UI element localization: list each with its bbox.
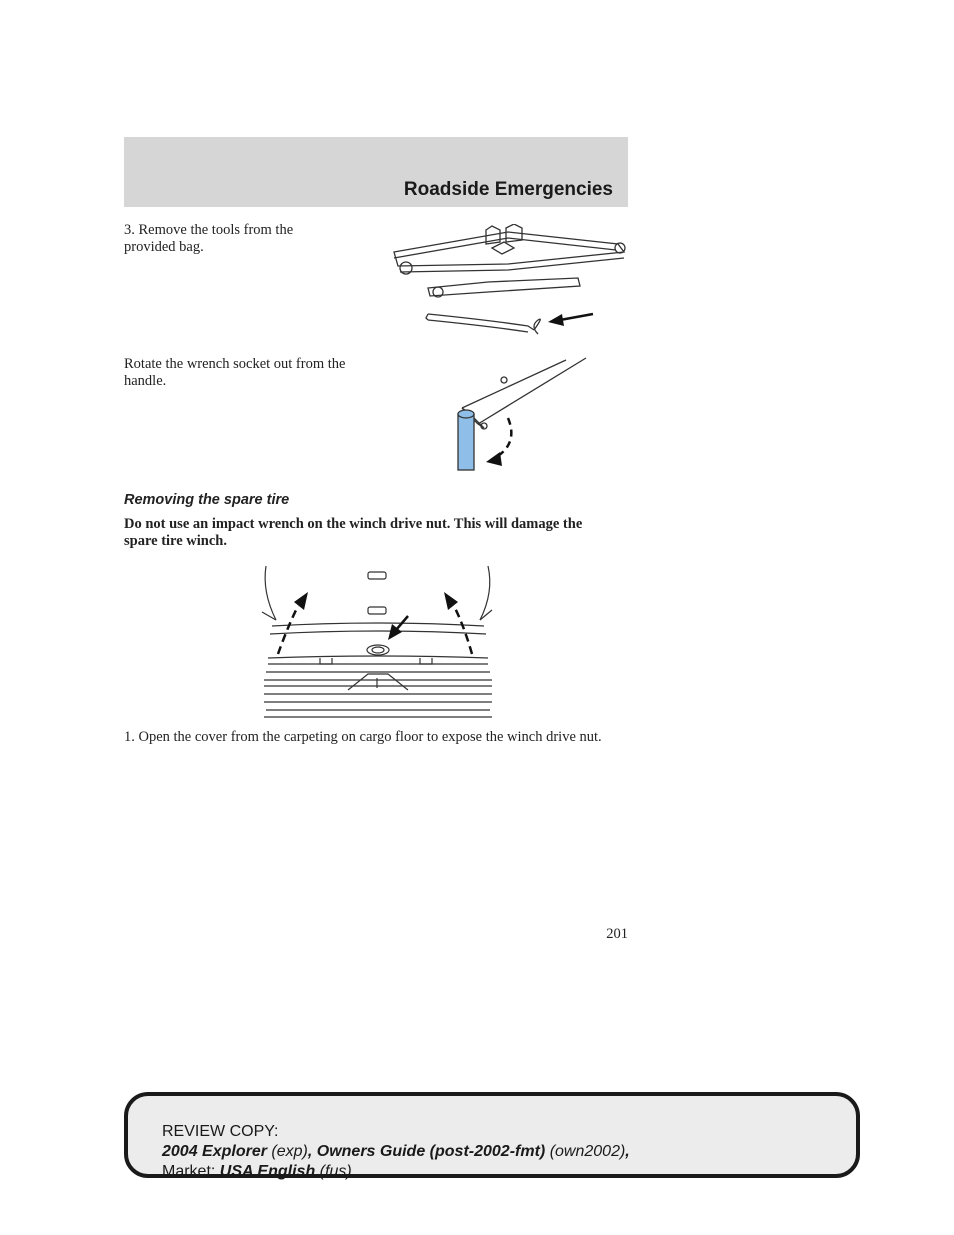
page-number: 201 [606,926,628,942]
footer-guide-code: (own2002) [549,1143,626,1160]
wrench-socket-illustration [448,356,593,474]
warning-text: Do not use an impact wrench on the winch drive nut. This will damage the spare tire winch. [124,516,583,549]
subheading-removing-spare: Removing the spare tire [124,492,290,508]
step-3-text: 3. Remove the tools from the provided bag. [124,222,294,255]
review-copy-footer [124,1092,860,1178]
jack-and-handle-illustration [388,224,633,342]
footer-market: USA English [219,1163,316,1180]
section-header [124,137,628,207]
cargo-floor-illustration [258,562,498,720]
footer-market-code: (fus) [319,1163,352,1180]
rotate-socket-text: Rotate the wrench socket out from the handle. [124,356,346,389]
footer-sep1: , [307,1143,317,1160]
footer-guide: Owners Guide (post-2002-fmt) [316,1143,546,1160]
footer-model-code: (exp) [271,1143,308,1160]
step-1-text: 1. Open the cover from the carpeting on cargo floor to expose the winch drive nut. [124,729,602,745]
footer-market-label: Market: [162,1163,216,1180]
footer-model: 2004 Explorer [162,1143,267,1160]
footer-sep2: , [625,1143,630,1160]
footer-review-label: REVIEW COPY: [162,1123,279,1140]
section-title: Roadside Emergencies [403,179,613,200]
